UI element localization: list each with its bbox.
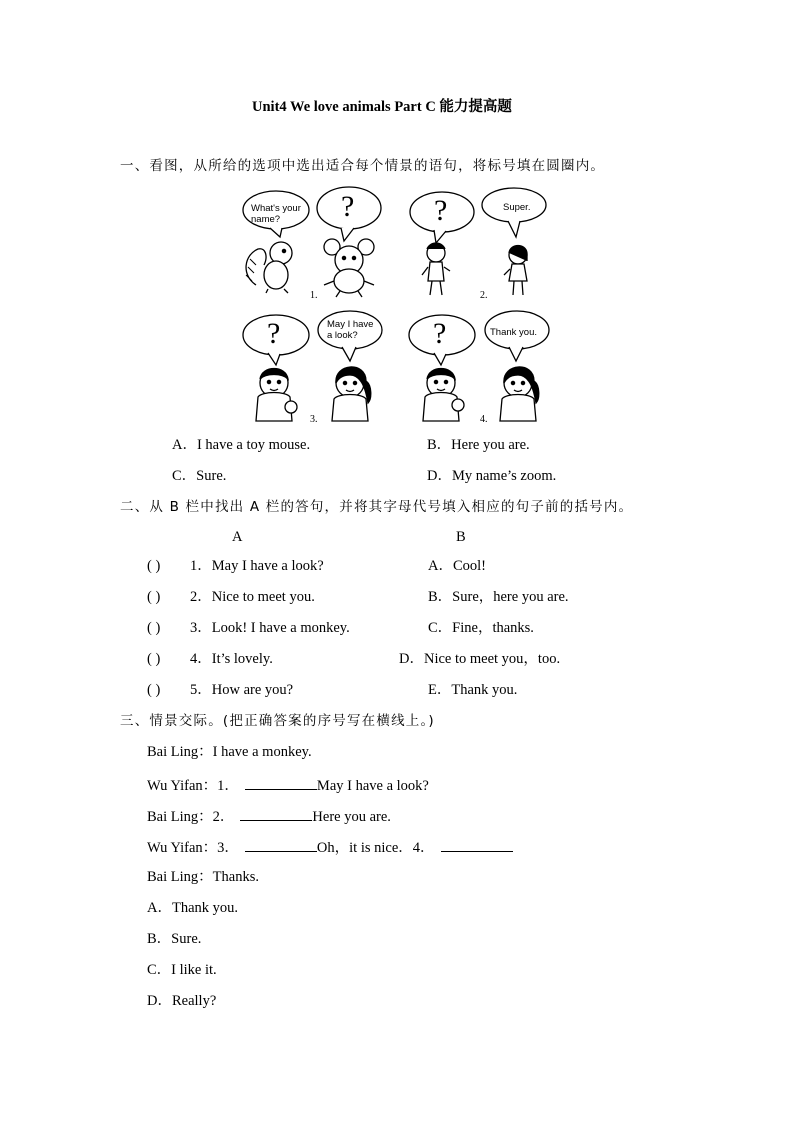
blank-number: 2． (212, 809, 235, 825)
column-a-header: A (232, 529, 243, 545)
answer-parentheses[interactable]: ( ) (147, 651, 161, 667)
answer-b: C．Fine，thanks. (428, 620, 534, 636)
boy-face-figure (423, 369, 464, 422)
question-a: 5．How are you? (190, 682, 294, 698)
option-c: C．Sure. (172, 468, 227, 484)
choice-d: D．Really? (147, 993, 217, 1009)
choice-c: C．I like it. (147, 962, 217, 978)
speaker: Bai Ling： (147, 744, 213, 760)
question-mark: ? (267, 317, 281, 350)
question-a: 2．Nice to meet you. (190, 589, 315, 605)
dialogue-line (147, 775, 429, 795)
answer-b: B．Sure，here you are. (428, 589, 569, 605)
boy-figure (422, 243, 450, 295)
question-mark: ? (434, 194, 448, 227)
option-a: A．I have a toy mouse. (172, 437, 311, 453)
answer-b: A．Cool! (428, 558, 486, 574)
answer-parentheses[interactable]: ( ) (147, 558, 161, 574)
section1-heading: 一、看图，从所给的选项中选出适合每个情景的语句，将标号填在圆圈内。 (120, 158, 606, 174)
section3-heading: 三、情景交际。(把正确答案的序号写在横线上。) (120, 713, 435, 729)
choice-a: A．Thank you. (147, 900, 239, 916)
question-mark: ? (433, 317, 447, 350)
girl-face-figure (332, 367, 371, 421)
answer-b: E．Thank you. (428, 682, 518, 698)
choice-b: B．Sure. (147, 931, 202, 947)
bubble-text: Super. (503, 202, 531, 213)
answer-parentheses[interactable]: ( ) (147, 620, 161, 636)
speaker: Bai Ling： (147, 809, 213, 825)
page-title: Unit4 We love animals Part C 能力提高题 (252, 99, 512, 115)
answer-parentheses[interactable]: ( ) (147, 589, 161, 605)
speaker: Bai Ling： (147, 869, 213, 885)
bubble-text: What's your name? (251, 203, 301, 225)
picture-number: 3. (310, 414, 318, 425)
blank-number: 3． (217, 840, 239, 856)
picture-number: 4. (480, 414, 488, 425)
toy-mouse-figure (324, 239, 374, 297)
answer-blank-1[interactable] (245, 775, 317, 790)
question-a: 4．It’s lovely. (190, 651, 273, 667)
answer-blank-3[interactable] (245, 837, 317, 852)
column-b-header: B (456, 529, 466, 545)
bubble-text: May I have a look? (327, 319, 374, 341)
question-a: 1．May I have a look? (190, 558, 324, 574)
speaker: Wu Yifan： (147, 840, 218, 856)
dialogue-text: May I have a look? (316, 778, 429, 794)
dialogue-line (147, 806, 391, 826)
squirrel-figure (246, 242, 292, 293)
section2-heading: 二、从 B 栏中找出 A 栏的答句，并将其字母代号填入相应的句子前的括号内。 (120, 499, 634, 515)
picture-number: 1. (310, 290, 318, 301)
speaker: Wu Yifan： (147, 778, 218, 794)
dialogue-text: Thanks. (212, 869, 259, 885)
answer-b: D．Nice to meet you，too. (399, 651, 561, 667)
dialogue-text: I have a monkey. (212, 744, 312, 760)
answer-blank-4[interactable] (441, 837, 513, 852)
dialogue-line (147, 837, 513, 857)
girl-figure (504, 246, 527, 296)
option-b: B．Here you are. (427, 437, 530, 453)
bubble-text: Thank you. (490, 327, 537, 338)
question-mark: ? (341, 190, 355, 223)
answer-parentheses[interactable]: ( ) (147, 682, 161, 698)
option-d: D．My name’s zoom. (427, 468, 557, 484)
dialogue-line (147, 743, 312, 761)
girl-face-figure (500, 367, 539, 421)
dialogue-text: Here you are. (312, 809, 391, 825)
picture-number: 2. (480, 290, 488, 301)
blank-number: 1． (217, 778, 239, 794)
dialogue-line (147, 868, 259, 886)
boy-face-figure (256, 369, 297, 422)
answer-blank-2[interactable] (240, 806, 312, 821)
dialogue-text: Oh，it is nice．4． (316, 840, 435, 856)
question-a: 3．Look! I have a monkey. (190, 620, 350, 636)
